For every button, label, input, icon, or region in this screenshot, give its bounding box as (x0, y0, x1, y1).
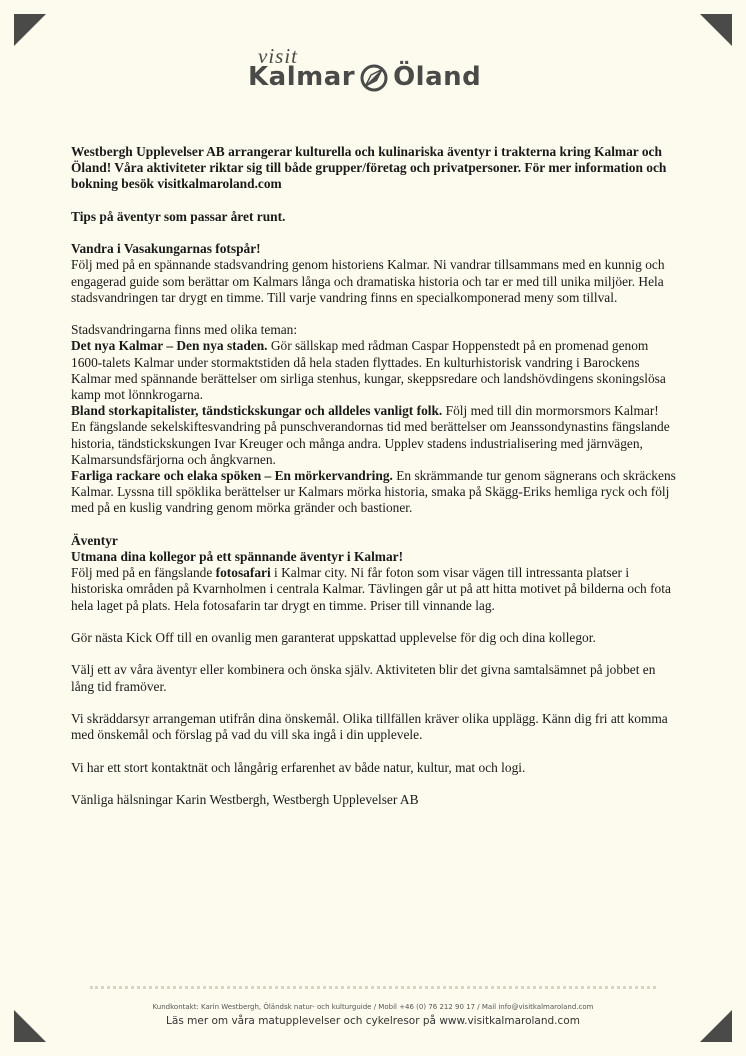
adventure-text: Följ med på en fängslande fotosafari i Kalmar city. Ni får foton som visar vägen till intressanta platser i historiska områden på Kvarnholmen i centrala Kalmar. Tävlingen går ut på att hitta motivet på bilderna och fota hela laget på plats. Hela fotosafarin tar drygt en timme. Priser till vinnande lag. (71, 565, 671, 613)
signature: Vänliga hälsningar Karin Westbergh, Westbergh Upplevelser AB (71, 791, 419, 807)
logo-kalmar: Kalmar (248, 62, 356, 92)
paragraph-kickoff: Gör nästa Kick Off till en ovanlig men garanterat uppskattad upplevelse för dig och dina kollegor. (71, 630, 596, 646)
theme-title: Det nya Kalmar – Den nya staden. (71, 338, 268, 354)
theme-text: Följ med till din mormorsmors Kalmar! En fängslande sekelskiftesvandring på punschverandornas tid med berättelser om Jeanssondynastins fängslande historia, tändstickskungen Ivar Kreuger och många andra. Upplev stadens industrialisering med järnvägen, Kalmarsundsfärjorna och ångkvarnen. (71, 403, 670, 467)
logo-visit: visit (258, 44, 298, 68)
adventure-heading: Äventyr (71, 532, 118, 548)
compass-icon (357, 60, 391, 94)
corner-top-right (700, 14, 732, 46)
paragraph-choose: Välj ett av våra äventyr eller kombinera och önska själv. Aktiviteten blir det givna samtalsämnet på jobbet en lång tid framöver. (71, 662, 656, 694)
themes-intro: Stadsvandringarna finns med olika teman: (71, 322, 298, 338)
corner-top-left (14, 14, 46, 46)
footer-contact: Kundkontakt: Karin Westbergh, Öländsk natur- och kulturguide / Mobil +46 (0) 76 212 90 17 / Mail info@visitkalmaroland.com (152, 1003, 594, 1011)
theme-title: Bland storkapitalister, tändstickskungar och alldeles vanligt folk. (71, 403, 443, 419)
theme-item (71, 403, 676, 468)
theme-item (71, 468, 676, 517)
paragraph-tailor: Vi skräddarsyr arrangeman utifrån dina önskemål. Olika tillfällen kräver olika upplägg. Känn dig fri att komma med önskemål och förslag på vad du vill ska ingå i din upplevele. (71, 711, 668, 743)
logo-oland: Öland (393, 62, 482, 92)
footer-link-text: Läs mer om våra matupplevelser och cykelresor på www.visitkalmaroland.com (166, 1015, 580, 1027)
theme-text: En skrämmande tur genom sägnerans och skräckens Kalmar. Lyssna till spöklika berättelser ur Kalmars mörka historia, smaka på Skägg-Eriks hemliga ryck och följ med på en kuslig vandring genom mörka gränder och bastioner. (71, 468, 676, 516)
footer-divider (90, 986, 656, 989)
theme-item (71, 338, 676, 403)
theme-title: Farliga rackare och elaka spöken – En mörkervandring. (71, 468, 393, 484)
walk-heading: Vandra i Vasakungarnas fotspår! (71, 241, 261, 257)
theme-text: Gör sällskap med rådman Caspar Hoppenstedt på en promenad genom 1600-talets Kalmar under stormaktstiden då hela staden flyttades. En kulturhistorisk vandring i Barockens Kalmar med spännande berättelser om sirliga stenhus, kungar, skeppsredare och landshövdingens skoningslösa kamp mot lönnkrogarna. (71, 338, 666, 402)
document-body (71, 144, 676, 808)
tips-heading: Tips på äventyr som passar året runt. (71, 208, 286, 224)
intro-paragraph (71, 144, 676, 193)
walk-text: Följ med på en spännande stadsvandring genom historiens Kalmar. Ni vandrar tillsammans med en kunnig och engagerad guide som berättar om Kalmars långa och dramatiska historia och tar er med till unika miljöer. Hela stadsvandringen tar drygt en timme. Till varje vandring finns en specialkomponerad meny som tillval. (71, 257, 665, 305)
adventure-subheading: Utmana dina kollegor på ett spännande äventyr i Kalmar! (71, 549, 404, 565)
intro-text: Westbergh Upplevelser AB arrangerar kulturella och kulinariska äventyr i trakterna kring Kalmar och Öland! Våra aktiviteter riktar sig till både grupper/företag och privatpersoner. För mer information och bokning besök visitkalmaroland.com (71, 144, 667, 192)
logo-brand (248, 60, 481, 94)
paragraph-network: Vi har ett stort kontaktnät och långårig erfarenhet av både natur, kultur, mat och logi. (71, 759, 526, 775)
